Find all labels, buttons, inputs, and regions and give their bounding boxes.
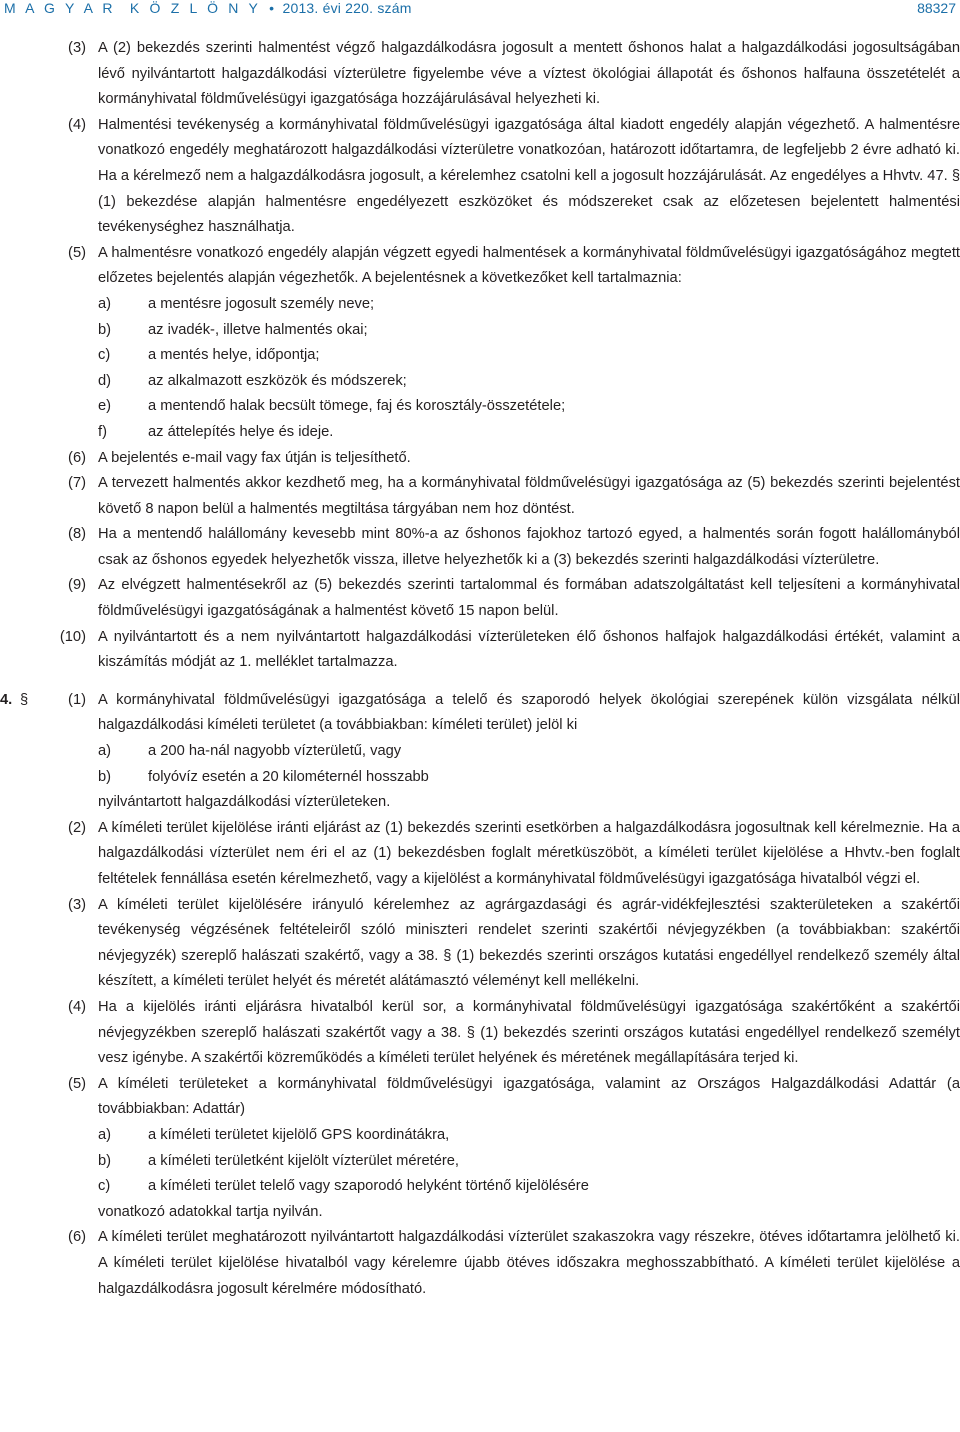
paragraph-text: A kíméleti terület meghatározott nyilvántartott halgazdálkodási vízterület szakaszokra vagy részekre, ötéves időtartamra jelölhető ki. A kíméleti terület kijelölése hivatalból vagy kérelemre újabb ötéves időszakra meghosszabbítható. A kíméleti terület kijelölése a halgazdálkodásra jogosult kérelmére módosítható. — [98, 1229, 960, 1297]
issue-label: 2013. évi 220. szám — [282, 0, 412, 16]
paragraph-text: A (2) bekezdés szerinti halmentést végző halgazdálkodásra jogosult a mentett őshonos halat a halgazdálkodási jogosultságában lévő nyilvántartott halgazdálkodási vízterületre figyelembe véve a víztest ökológiai állapotát és őshonos halfauna összetételét a kormányhivatal földművelésügyi igazgatósága hozzájárulásával helyezheti ki. — [98, 40, 960, 108]
list-text: az alkalmazott eszközök és módszerek; — [148, 372, 407, 389]
paragraph-number: (6) — [68, 1229, 86, 1246]
list-label: c) — [98, 1178, 111, 1195]
list-label: d) — [98, 372, 112, 389]
paragraph-6 — [0, 446, 960, 472]
paragraph-9 — [0, 573, 960, 624]
paragraph-number: (3) — [68, 896, 86, 913]
section-4-paragraph-2 — [0, 816, 960, 893]
paragraph-number: (5) — [68, 244, 86, 261]
paragraph-text: Az elvégzett halmentésekről az (5) bekezdés szerinti tartalommal és formában adatszolgáltatást kell teljesíteni a kormányhivatal földművelésügyi igazgatóságának a halmentést követő 15 napon belül. — [98, 577, 960, 620]
document-body — [0, 36, 960, 1302]
list-label: b) — [98, 1152, 112, 1169]
running-header — [4, 0, 956, 20]
paragraph-number: (2) — [68, 819, 86, 836]
page-number: 88327 — [917, 0, 956, 16]
list-item — [0, 343, 960, 369]
list-item — [0, 318, 960, 344]
paragraph-number: (10) — [59, 628, 86, 645]
paragraph-5 — [0, 241, 960, 292]
list-text: a mentés helye, időpontja; — [148, 347, 320, 364]
paragraph-number: (4) — [68, 116, 86, 133]
paragraph-text: A kíméleti terület kijelölésére irányuló kérelemhez az agrárgazdasági és agrár-vidékfejlesztési szakterületeken a szakértői tevékenység végzésének feltételeiről szóló miniszteri rendelet szerinti szakértői névjegyzékben (a továbbiakban: szakértői névjegyzék) szereplő halászati szakértő, vagy a 38. § (1) bekezdés szerinti országos kutatási engedéllyel rendelkező személy által készített, a kíméleti terület helyét és méretét alátámasztó véleményt kell mellékelni. — [98, 896, 960, 990]
list-text: folyóvíz esetén a 20 kilométernél hosszabb — [148, 768, 429, 785]
section-4-paragraph-6 — [0, 1225, 960, 1302]
paragraph-text: Ha a mentendő halállomány kevesebb mint 80%-a az őshonos fajokhoz tartozó egyed, a halmentés során fogott halállományból csak az őshonos egyedek helyezhetők vissza, illetve helyezhetők ki a (3) bekezdés szerinti halgazdálkodási vízterületre. — [98, 526, 960, 568]
list-item — [0, 765, 960, 791]
list-label: c) — [98, 347, 111, 364]
paragraph-number: (3) — [68, 40, 86, 56]
list-label: a) — [98, 1126, 112, 1143]
paragraph-text: A kormányhivatal földművelésügyi igazgatósága a telelő és szaporodó helyek ökológiai szerepének külön vizsgálata nélkül halgazdálkodási kíméleti területet (a továbbiakban: kíméleti terület) jelöl ki — [98, 691, 960, 734]
header-bullet: • — [269, 0, 275, 16]
list-label: a) — [98, 743, 112, 760]
list-text: a kíméleti területet kijelölő GPS koordinátákra, — [148, 1126, 450, 1143]
paragraph-number: (4) — [68, 998, 86, 1015]
list-item — [0, 739, 960, 765]
list-item — [0, 394, 960, 420]
header-journal-line — [4, 0, 412, 16]
list-label: b) — [98, 321, 112, 338]
paragraph-number: (6) — [68, 449, 86, 466]
list-item — [0, 1149, 960, 1175]
paragraph-text: Ha a kijelölés iránti eljárásra hivatalból kerül sor, a kormányhivatal földművelésügyi igazgatósága szakértőként a szakértői névjegyzékben szereplő halászati szakértőt vagy a 38. § (1) bekezdés szerinti országos kutatási engedéllyel rendelkező személyt vesz igénybe. A szakértői közreműködés a kíméleti terület helyének és méretének megállapítására terjed ki. — [98, 998, 960, 1067]
paragraph-text: A halmentésre vonatkozó engedély alapján végzett egyedi halmentések a kormányhivatal földművelésügyi igazgatóságához megtett előzetes bejelentés alapján végezhetők. A bejelentésnek a következőket kell tartalmaznia: — [98, 244, 960, 287]
paragraph-text: A nyilvántartott és a nem nyilvántartott halgazdálkodási vízterületeken élő őshonos halfajok halgazdálkodási értékét, valamint a kiszámítás módját az 1. melléklet tartalmazza. — [98, 628, 960, 671]
section-4-paragraph-5 — [0, 1072, 960, 1123]
list-text: a mentendő halak becsült tömege, faj és korosztály-összetétele; — [148, 398, 566, 415]
list-text: a 200 ha-nál nagyobb vízterületű, vagy — [148, 743, 402, 760]
list-item — [0, 292, 960, 318]
section-4-paragraph-4 — [0, 995, 960, 1072]
paragraph-continuation: nyilvántartott halgazdálkodási vízterületeken. — [98, 794, 391, 811]
paragraph-text: A kíméleti területeket a kormányhivatal földművelésügyi igazgatósága, valamint az Országos Halgazdálkodási Adattár (a továbbiakban: Adattár) — [98, 1075, 960, 1118]
paragraph-8 — [0, 522, 960, 573]
section-4-paragraph-1 — [0, 688, 960, 739]
list-item — [0, 1123, 960, 1149]
list-text: az áttelepítés helye és ideje. — [148, 423, 334, 440]
paragraph-4 — [0, 113, 960, 241]
paragraph-text: A kíméleti terület kijelölése iránti eljárást az (1) bekezdés szerinti esetkörben a halgazdálkodásra jogosultnak kell kérelmeznie. Ha a halgazdálkodási vízterület nem éri el az (1) bekezdésben foglalt méretküszöböt, a kíméleti terület kijelölése a Hhvtv.-ben foglalt feltételek fennállása esetén kérelmezhető, vagy a kijelölést a kormányhivatal földművelésügyi igazgatósága hivatalból végzi el. — [98, 819, 960, 887]
paragraph-number: (7) — [68, 475, 86, 492]
paragraph-10 — [0, 625, 960, 676]
paragraph-continuation: vonatkozó adatokkal tartja nyilván. — [98, 1203, 323, 1220]
paragraph-text: Halmentési tevékenység a kormányhivatal földművelésügyi igazgatósága által kiadott engedély alapján végezhető. A halmentésre vonatkozó engedély meghatározott halgazdálkodási vízterületre vonatkozóan, határozott időtartamra, de legfeljebb 2 évre adható ki. Ha a kérelmező nem a halgazdálkodásra jogosult, a kérelemhez csatolni kell a jogosult hozzájárulását. Az engedélyes a Hhvtv. 47. § (1) bekezdése alapján halmentésre engedélyezett eszközöket és módszereket csak az előzetesen bejelentett halmentési tevékenységhez használhatja. — [98, 116, 960, 236]
list-item — [0, 420, 960, 446]
list-item — [0, 1174, 960, 1200]
paragraph-number: (1) — [68, 691, 86, 708]
paragraph-7 — [0, 471, 960, 522]
list-label: a) — [98, 295, 112, 312]
list-text: az ivadék-, illetve halmentés okai; — [148, 321, 368, 338]
list-text: a kíméleti területként kijelölt vízterület méretére, — [148, 1152, 460, 1169]
list-text: a mentésre jogosult személy neve; — [148, 295, 375, 312]
list-label: e) — [98, 398, 112, 415]
list-label: f) — [98, 423, 107, 440]
list-text: a kíméleti terület telelő vagy szaporodó helyként történő kijelölésére — [148, 1178, 589, 1195]
section-sign: § — [20, 691, 29, 708]
paragraph-text: A bejelentés e-mail vagy fax útján is teljesíthető. — [98, 449, 411, 466]
section-number: 4. — [0, 691, 13, 708]
section-spacer — [0, 676, 960, 688]
journal-title: M A G Y A R K Ö Z L Ö N Y — [4, 0, 261, 16]
list-item — [0, 369, 960, 395]
paragraph-text: A tervezett halmentés akkor kezdhető meg, ha a kormányhivatal földművelésügyi igazgatósága az (5) bekezdés szerinti bejelentést követő 8 napon belül a halmentés megtiltása tárgyában nem hoz döntést. — [98, 475, 960, 517]
list-label: b) — [98, 768, 112, 785]
section-4-paragraph-3 — [0, 893, 960, 995]
paragraph-number: (9) — [68, 577, 86, 594]
paragraph-3 — [0, 36, 960, 113]
paragraph-number: (8) — [68, 526, 86, 543]
paragraph-number: (5) — [68, 1075, 86, 1092]
